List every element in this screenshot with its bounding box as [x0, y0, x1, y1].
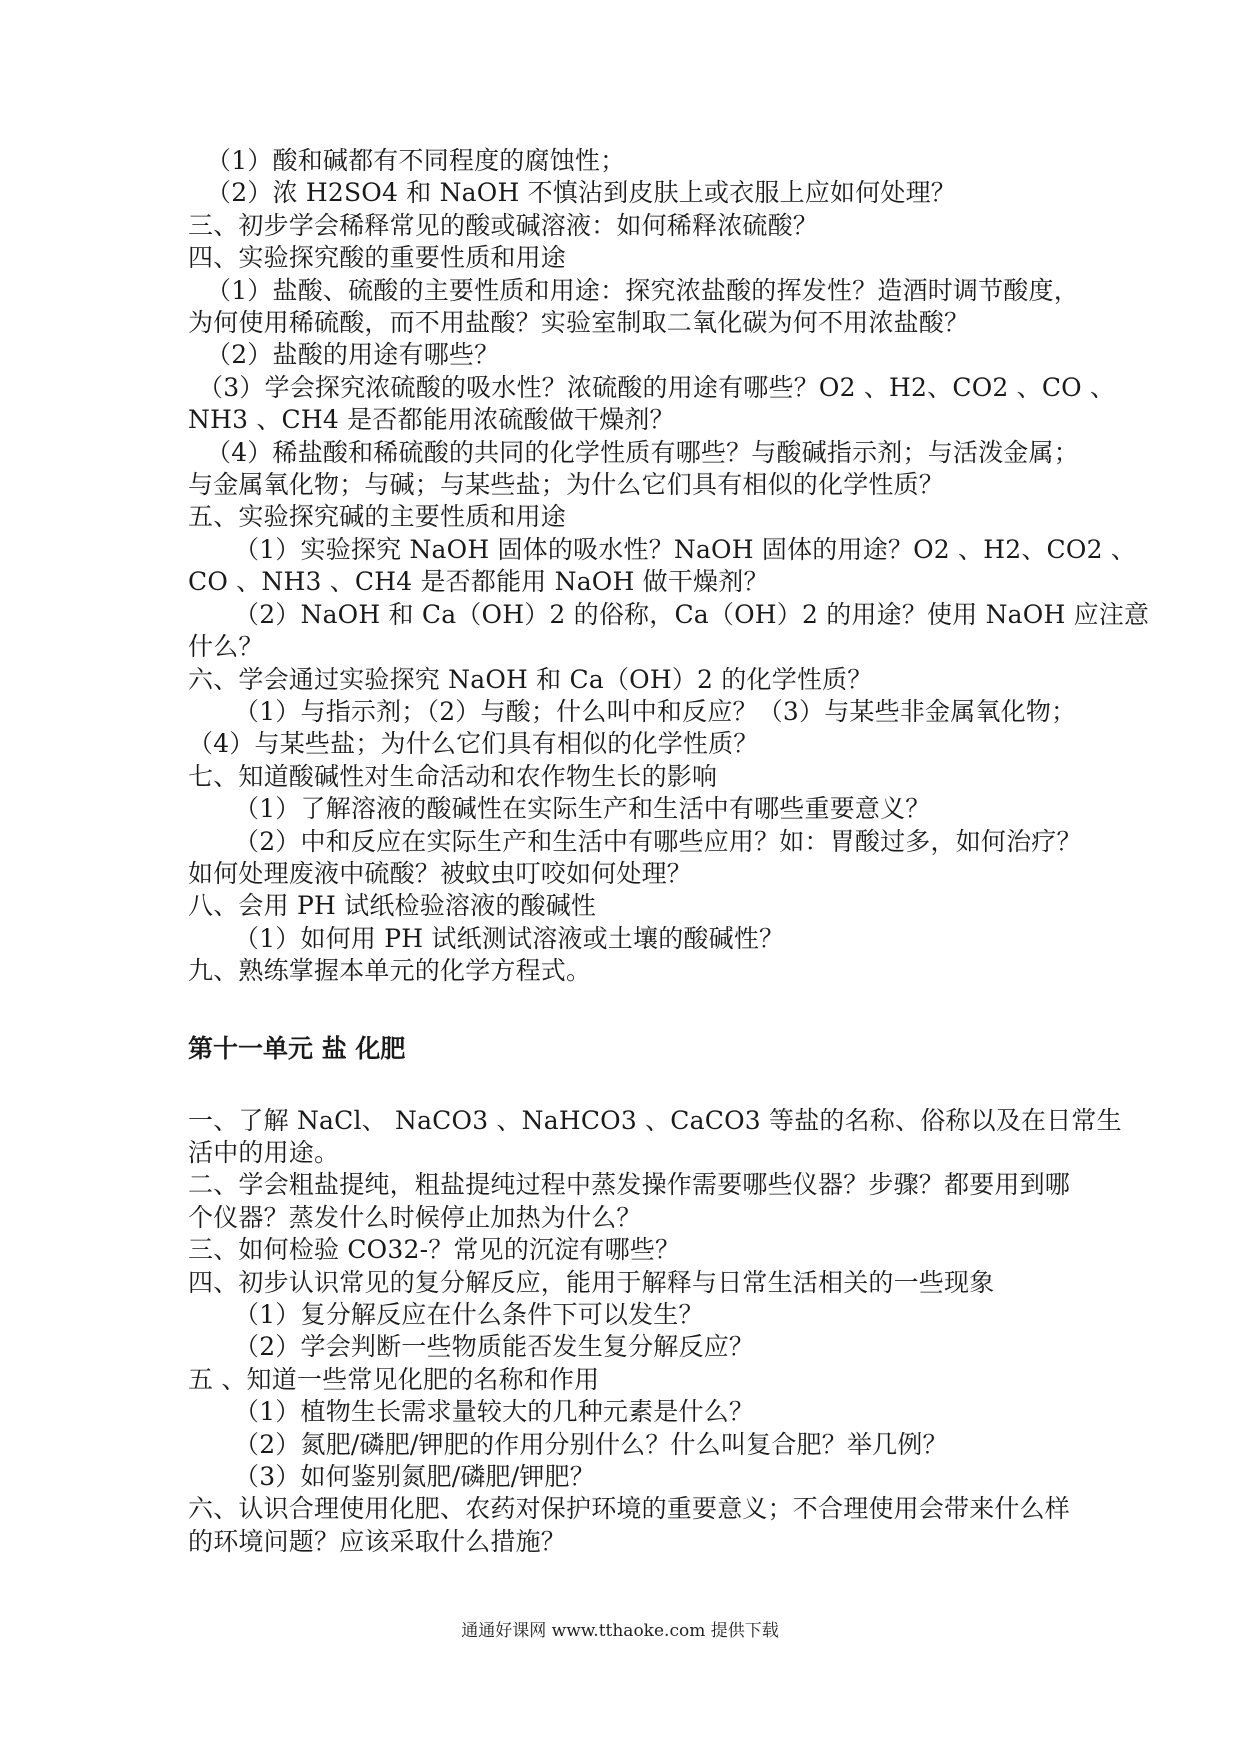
text-line: 三、初步学会稀释常见的酸或碱溶液：如何稀释浓硫酸？ — [188, 210, 819, 240]
unit-heading: 第十一单元 盐 化肥 — [188, 1033, 406, 1063]
text-line: 活中的用途。 — [188, 1137, 340, 1167]
text-line: 四、实验探究酸的重要性质和用途 — [188, 243, 567, 273]
text-line: 六、学会通过实验探究 NaOH 和 Ca（OH）2 的化学性质？ — [188, 664, 873, 694]
text-line: （2）中和反应在实际生产和生活中有哪些应用？如：胃酸过多，如何治疗？ — [234, 826, 1082, 856]
text-line: （1）与指示剂；（2）与酸；什么叫中和反应？（3）与某些非金属氧化物； — [234, 696, 1077, 726]
text-line: （2）学会判断一些物质能否发生复分解反应？ — [234, 1332, 755, 1362]
text-line: 一、了解 NaCl、 NaCO3 、NaHCO3 、CaCO3 等盐的名称、俗称以及在日常生 — [188, 1105, 1122, 1135]
text-line: （1）酸和碱都有不同程度的腐蚀性； — [206, 146, 626, 175]
text-line: （1）如何用 PH 试纸测试溶液或土壤的酸碱性？ — [234, 923, 785, 953]
text-line: （4）稀盐酸和稀硫酸的共同的化学性质有哪些？与酸碱指示剂；与活泼金属； — [206, 437, 1079, 467]
text-line: （2）NaOH 和 Ca（OH）2 的俗称，Ca（OH）2 的用途？使用 NaOH 应注意 — [234, 599, 1150, 629]
text-line: 个仪器？蒸发什么时候停止加热为什么？ — [188, 1202, 642, 1232]
text-line: （4）与某些盐；为什么它们具有相似的化学性质？ — [188, 729, 759, 759]
section-acids-bases — [188, 145, 1150, 988]
text-line: 五 、知道一些常见化肥的名称和作用 — [188, 1364, 600, 1394]
text-line: 四、初步认识常见的复分解反应，能用于解释与日常生活相关的一些现象 — [188, 1267, 995, 1297]
text-line: 二、学会粗盐提纯，粗盐提纯过程中蒸发操作需要哪些仪器？步骤？都要用到哪 — [188, 1170, 1071, 1200]
text-line: （1）了解溶液的酸碱性在实际生产和生活中有哪些重要意义？ — [234, 794, 931, 824]
text-line: CO 、NH3 、CH4 是否都能用 NaOH 做干燥剂？ — [188, 567, 769, 597]
page-content — [188, 145, 1150, 1558]
text-line: （2）盐酸的用途有哪些？ — [206, 340, 500, 370]
section-salts-fertilizers — [188, 1105, 1122, 1559]
page-footer: 通通好课网 www.tthaoke.com 提供下载 — [461, 1621, 779, 1641]
text-line: 五、实验探究碱的主要性质和用途 — [188, 502, 567, 532]
text-line: （1）盐酸、硫酸的主要性质和用途：探究浓盐酸的挥发性？造酒时调节酸度， — [206, 275, 1079, 305]
text-line: 七、知道酸碱性对生命活动和农作物生长的影响 — [188, 761, 718, 791]
text-line: （3）如何鉴别氮肥/磷肥/钾肥？ — [234, 1462, 595, 1492]
text-line: （1）实验探究 NaOH 固体的吸水性？NaOH 固体的用途？O2 、H2、CO2 、 — [234, 534, 1137, 564]
text-line: 什么？ — [188, 632, 264, 662]
text-line: 与金属氧化物；与碱；与某些盐；为什么它们具有相似的化学性质？ — [188, 470, 945, 500]
text-line: 为何使用稀硫酸，而不用盐酸？实验室制取二氧化碳为何不用浓盐酸？ — [188, 308, 970, 338]
text-line: （1）植物生长需求量较大的几种元素是什么？ — [234, 1397, 755, 1427]
text-line: 六、认识合理使用化肥、农药对保护环境的重要意义；不合理使用会带来什么样 — [188, 1494, 1071, 1524]
text-line: （2）氮肥/磷肥/钾肥的作用分别什么？什么叫复合肥？举几例？ — [234, 1429, 948, 1459]
text-line: 三、如何检验 CO32-？常见的沉淀有哪些？ — [188, 1235, 681, 1265]
text-line: 的环境问题？应该采取什么措施？ — [188, 1526, 567, 1556]
text-line: 如何处理废液中硫酸？被蚊虫叮咬如何处理？ — [188, 858, 693, 888]
text-line: （3）学会探究浓硫酸的吸水性？浓硫酸的用途有哪些？O2 、H2、CO2 、CO 、 — [198, 372, 1116, 402]
text-line: （1）复分解反应在什么条件下可以发生？ — [234, 1300, 704, 1329]
text-line: （2）浓 H2SO4 和 NaOH 不慎沾到皮肤上或衣服上应如何处理？ — [206, 178, 957, 208]
text-line: 八、会用 PH 试纸检验溶液的酸碱性 — [188, 891, 597, 921]
text-line: 九、熟练掌握本单元的化学方程式。 — [188, 956, 592, 986]
text-line: NH3 、CH4 是否都能用浓硫酸做干燥剂？ — [188, 405, 675, 435]
